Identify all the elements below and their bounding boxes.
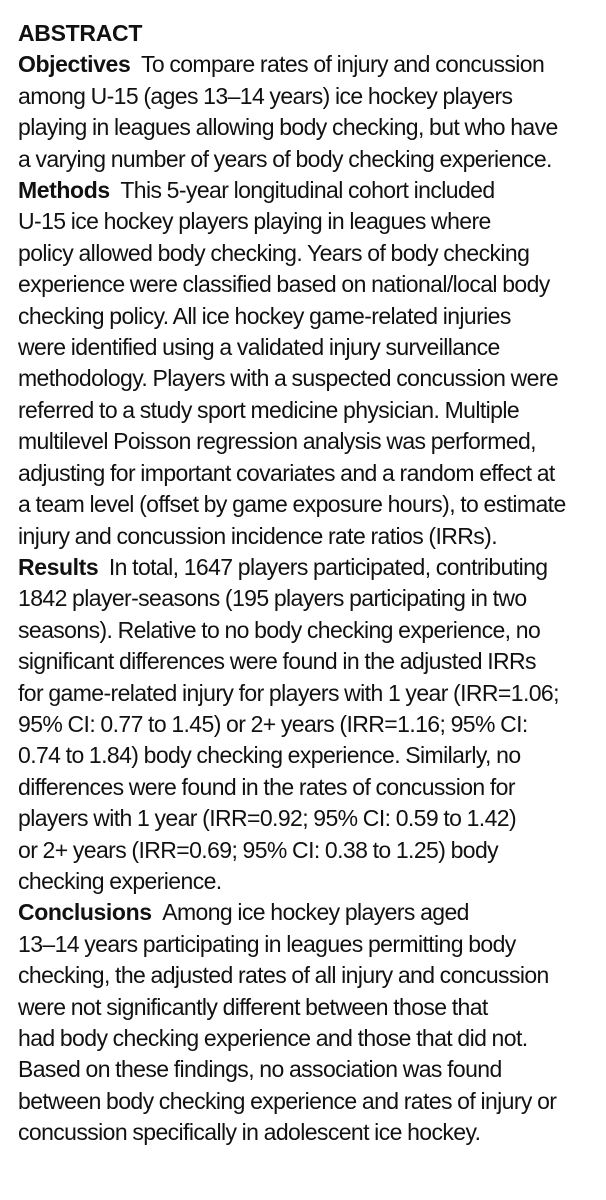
objectives-line-1 [18, 49, 592, 80]
conclusions-line-6: Based on these findings, no association was found [18, 1056, 502, 1083]
methods-line-8: referred to a study sport medicine physician. Multiple [18, 396, 520, 423]
methods-line-1 [18, 175, 592, 206]
methods-section [18, 175, 592, 552]
abstract-heading: ABSTRACT [18, 20, 143, 46]
results-line-6: 95% CI: 0.77 to 1.45) or 2+ years (IRR=1.16; 95% CI: [18, 710, 528, 737]
methods-line-12: injury and concussion incidence rate ratios (IRRs). [18, 522, 498, 549]
methods-text: This 5-year longitudinal cohort included [120, 177, 495, 204]
results-line-10: or 2+ years (IRR=0.69; 95% CI: 0.38 to 1.25) body [18, 836, 499, 863]
results-line-2: 1842 player-seasons (195 players participating in two [18, 585, 527, 612]
methods-label: Methods [18, 177, 110, 204]
conclusions-line-2: 13–14 years participating in leagues permitting body [18, 930, 516, 957]
methods-line-5: checking policy. All ice hockey game-related injuries [18, 302, 511, 329]
methods-line-9: multilevel Poisson regression analysis was performed, [18, 428, 536, 455]
results-label: Results [18, 553, 99, 580]
objectives-section [18, 49, 592, 175]
conclusions-line-1 [18, 897, 592, 928]
conclusions-line-8: concussion specifically in adolescent ice hockey. [18, 1119, 481, 1146]
results-line-9: players with 1 year (IRR=0.92; 95% CI: 0.59 to 1.42) [18, 805, 517, 832]
results-section [18, 552, 592, 897]
conclusions-text: Among ice hockey players aged [162, 899, 469, 926]
conclusions-line-4: were not significantly different between those that [18, 993, 488, 1020]
results-line-8: differences were found in the rates of concussion for [18, 773, 515, 800]
methods-line-4: experience were classified based on national/local body [18, 271, 550, 298]
results-line-11: checking experience. [18, 867, 222, 894]
objectives-line-2: among U-15 (ages 13–14 years) ice hockey players [18, 82, 513, 109]
conclusions-label: Conclusions [18, 899, 152, 926]
methods-line-3: policy allowed body checking. Years of body checking [18, 239, 530, 266]
conclusions-section [18, 897, 592, 1148]
results-line-5: for game-related injury for players with 1 year (IRR=1.06; [18, 679, 559, 706]
conclusions-line-5: had body checking experience and those that did not. [18, 1025, 528, 1051]
methods-line-7: methodology. Players with a suspected concussion were [18, 365, 559, 392]
methods-line-2: U-15 ice hockey players playing in leagues where [18, 208, 491, 235]
results-line-3: seasons). Relative to no body checking experience, no [18, 616, 541, 643]
conclusions-line-7: between body checking experience and rates of injury or [18, 1087, 557, 1114]
results-line-4: significant differences were found in the adjusted IRRs [18, 648, 536, 675]
objectives-line-3: playing in leagues allowing body checking, but who have [18, 114, 558, 141]
conclusions-line-3: checking, the adjusted rates of all injury and concussion [18, 962, 549, 989]
methods-line-10: adjusting for important covariates and a random effect at [18, 459, 555, 486]
methods-line-6: were identified using a validated injury surveillance [18, 334, 500, 361]
results-line-7: 0.74 to 1.84) body checking experience. Similarly, no [18, 742, 521, 769]
objectives-label: Objectives [18, 51, 131, 78]
objectives-text: To compare rates of injury and concussion [140, 51, 545, 78]
objectives-line-4: a varying number of years of body checking experience. [18, 145, 552, 172]
results-line-1 [18, 552, 592, 583]
results-text: In total, 1647 players participated, contributing [108, 553, 548, 580]
methods-line-11: a team level (offset by game exposure hours), to estimate [18, 491, 566, 518]
